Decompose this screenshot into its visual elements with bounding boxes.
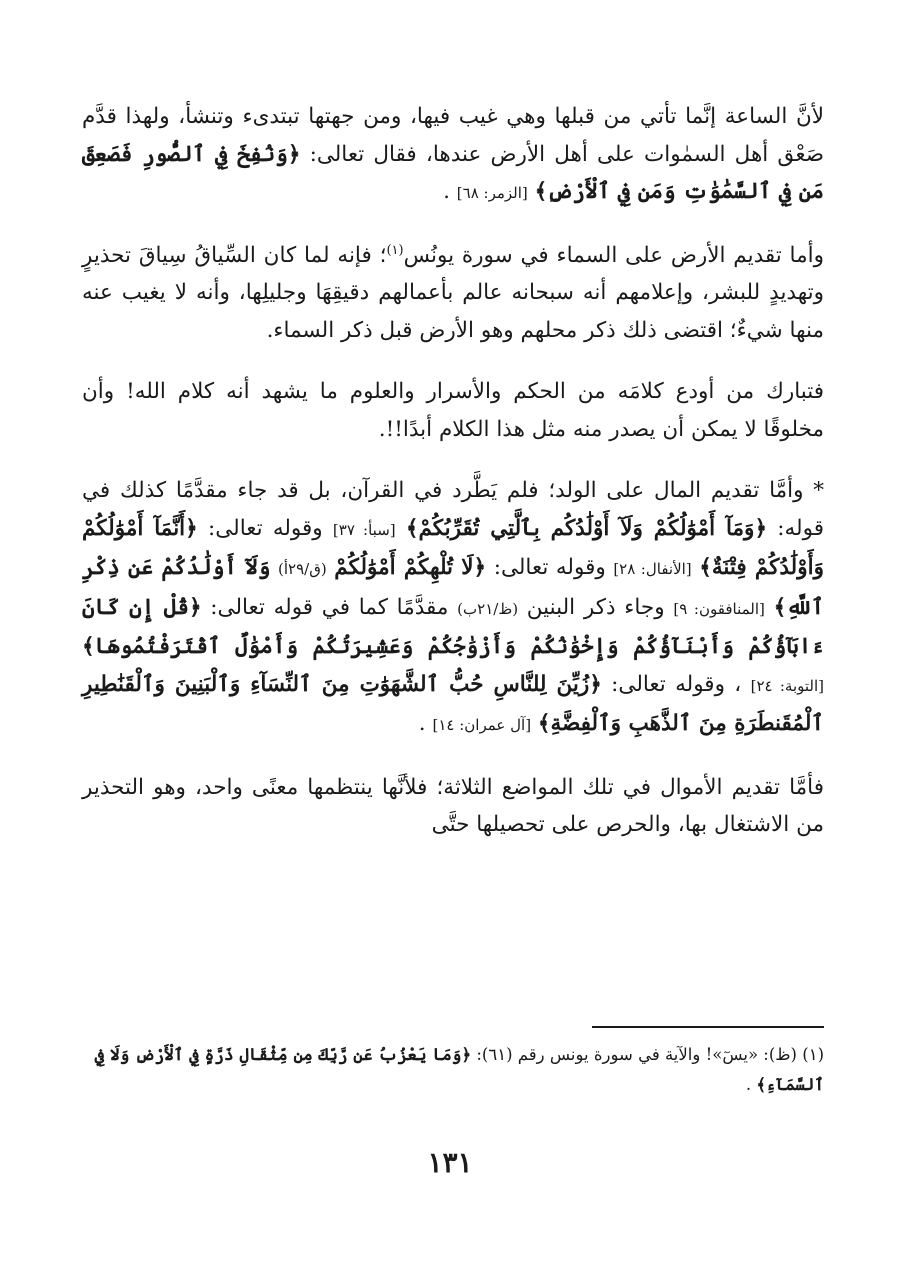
p3-text: فتبارك من أودع كلامَه من الحكم والأسرار والعلوم ما يشهد أنه كلام الله! وأن مخلوقًا لا يمكن أن يصدر منه مثل هذا الكلام أبدًا!!. <box>82 379 824 442</box>
p5-text: فأمَّا تقديم الأموال في تلك المواضع الثلاثة؛ فلأنَّها ينتظمها معنًى واحد، وهو التحذير من الاشتغال بها، والحرص على تحصيلها حتَّى <box>82 774 824 837</box>
paragraph-3 <box>82 373 824 448</box>
quran-verse: ﴿وَنُفِخَ فِي ٱلصُّورِ فَصَعِقَ مَن فِي ٱلسَّمَٰوَٰتِ وَمَن فِي ٱلْأَرْضِ﴾ <box>82 141 824 204</box>
page-body <box>82 98 824 868</box>
quran-verse: ﴿أَنَّمَآ أَمْوَٰلُكُمْ وَأَوْلَٰدُكُمْ فِتْنَةٌ﴾ <box>82 515 824 580</box>
footnote-text: (ظ): «يسٓ»! والآية في سورة يونس رقم (٦١): <box>471 1045 797 1064</box>
footnote-number: (١) <box>802 1045 824 1064</box>
verse-reference: [الزمر: ٦٨] <box>456 184 528 202</box>
quran-verse: ﴿وَمَا يَعْزُبُ عَن رَّبِّكَ مِن مِّثْقَالِ ذَرَّةٍ فِي ٱلْأَرْضِ وَلَا فِي ٱلسَّمَآءِ﴾ <box>94 1045 824 1094</box>
p1-line2: وتنشأ، ولهذا قدَّم صَعْق أهل السمٰوات على أهل الأرض عندها، <box>82 104 824 167</box>
period: . <box>745 1075 752 1094</box>
p2-start: وأما تقديم الأرض على السماء في سورة يونُس <box>403 242 824 268</box>
period: . <box>443 179 450 204</box>
paragraph-5 <box>82 769 824 844</box>
footnote-divider <box>592 1026 824 1028</box>
paragraph-4 <box>82 472 824 745</box>
p1-intro: فقال تعالى: <box>300 141 417 167</box>
verse-reference: [آل عمران: ١٤] <box>432 716 532 734</box>
p4-text-1: * وأمَّا تقديم المال على الولد؛ فلم يَطَّرد في القرآن، بل قد جاء مقدَّمًا كذلك في قوله: <box>82 478 824 541</box>
verse-reference: [التوبة: ٢٤] <box>750 676 824 695</box>
verse-reference: [الأنفال: ٢٨] <box>613 560 692 578</box>
p1-line1: لأنَّ الساعة إنَّما تأتي من قبلها وهي غيب فيها، ومن جهتها تبتدىء <box>242 104 825 129</box>
manuscript-marker: (ق/٢٩أ) <box>278 560 327 578</box>
p2-rest: ؛ فإنه لما كان السِّياقُ سِياقَ تحذيرٍ وتهديدٍ للبشر، وإعلامهم أنه سبحانه عالم بأعمالهم دقيقِهَا وجليلِها، وأنه لا يغيب عنه منها شيءٌ؛ اقتضى ذلك ذكر محلهم وهو الأرض قبل ذكر السماء. <box>82 242 824 343</box>
period: . <box>418 711 426 736</box>
paragraph-2 <box>82 237 824 350</box>
quran-verse: ﴿وَمَآ أَمْوَٰلُكُمْ وَلَآ أَوْلَٰدُكُم بِٱلَّتِي تُقَرِّبُكُمْ﴾ <box>405 515 768 541</box>
quran-verse: ﴿زُيِّنَ لِلنَّاسِ حُبُّ ٱلشَّهَوَٰتِ مِنَ ٱلنِّسَآءِ وَٱلْبَنِينَ وَٱلْقَنَٰطِيرِ ٱلْمُقَنطَرَةِ مِنَ ٱلذَّهَبِ وَٱلْفِضَّةِ﴾ <box>82 671 824 736</box>
p4-text-5: مقدَّمًا كما في قوله تعالى: <box>201 594 449 620</box>
p4-text-6: ، وقوله تعالى: <box>601 671 742 697</box>
footnote-marker[interactable]: (١) <box>386 242 404 258</box>
quran-verse: وَلَآ أَوْلَٰدُكُمْ عَن ذِكْرِ ٱللَّهِ﴾ <box>82 555 824 620</box>
verse-reference: [سبأ: ٣٧] <box>332 520 396 539</box>
verse-reference: [المنافقون: ٩] <box>673 599 765 618</box>
manuscript-marker: (ظ/٢١ب) <box>457 599 519 618</box>
p4-text-2: وقوله تعالى: <box>197 515 323 541</box>
page-number: ١٣١ <box>427 1146 473 1179</box>
p4-text-4: وجاء ذكر البنين <box>518 594 665 620</box>
quran-verse: ﴿قُلْ إِن كَانَ ءَابَآؤُكُمْ وَأَبْنَآؤُكُمْ وَإِخْوَٰنُكُمْ وَأَزْوَٰجُكُمْ وَعَشِيرَتُكُمْ وَأَمْوَٰلٌ ٱقْتَرَفْتُمُوهَا﴾ <box>82 594 824 659</box>
quran-verse: ﴿لَا تُلْهِكُمْ أَمْوَٰلُكُمْ <box>334 555 487 580</box>
footnote <box>82 1040 824 1100</box>
p4-text-3: وقوله تعالى: <box>486 555 606 580</box>
paragraph-1 <box>82 98 824 213</box>
